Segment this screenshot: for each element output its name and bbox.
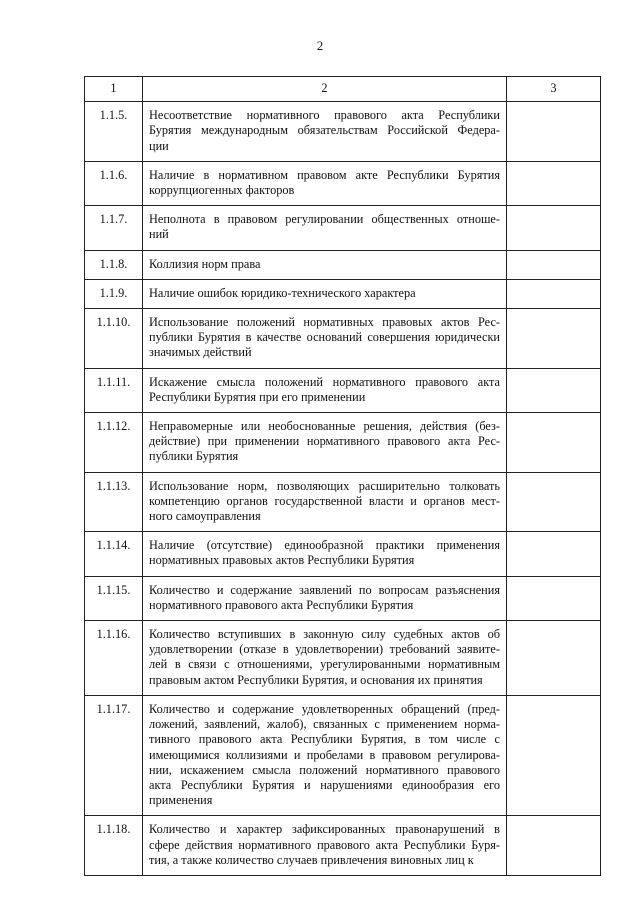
table-row bbox=[85, 368, 601, 412]
row-value bbox=[507, 206, 601, 250]
row-number: 1.1.6. bbox=[85, 161, 143, 205]
row-description bbox=[143, 532, 507, 576]
table-row bbox=[85, 279, 601, 308]
table-row bbox=[85, 621, 601, 696]
row-description bbox=[143, 413, 507, 473]
description-line: Использование норм, позволяющих расширительно толковать bbox=[149, 478, 500, 493]
description-line: нии, искажением смысла положений нормативного правового bbox=[149, 762, 500, 777]
table-row bbox=[85, 413, 601, 473]
description-line: ции bbox=[149, 138, 169, 153]
row-description bbox=[143, 206, 507, 250]
description-line: нормативного правового акта Республики Бурятия bbox=[149, 597, 414, 612]
description-line: применения bbox=[149, 793, 213, 808]
row-description bbox=[143, 576, 507, 620]
table-row bbox=[85, 102, 601, 162]
description-line: Количество и содержание удовлетворенных обращений (пред- bbox=[149, 701, 500, 716]
description-line: правовым актом Республики Бурятия, и основания их принятия bbox=[149, 672, 483, 687]
page-number: 2 bbox=[316, 38, 324, 53]
description-line: Неправомерные или необоснованные решения, действия (без- bbox=[149, 419, 500, 434]
table-row bbox=[85, 309, 601, 369]
description-line: Количество и характер зафиксированных правонарушений в bbox=[149, 822, 500, 837]
row-value bbox=[507, 472, 601, 532]
description-line: Количество и содержание заявлений по вопросам разъяснения bbox=[149, 582, 500, 597]
description-line: Наличие ошибок юридико-технического характера bbox=[149, 285, 416, 300]
indicator-table bbox=[84, 76, 601, 876]
description-line: ний bbox=[149, 227, 169, 242]
row-number: 1.1.14. bbox=[85, 532, 143, 576]
row-description bbox=[143, 472, 507, 532]
row-number: 1.1.15. bbox=[85, 576, 143, 620]
description-line: Искажение смысла положений нормативного правового акта bbox=[149, 374, 500, 389]
description-line: лей в связи с отношениями, урегулированными нормативным bbox=[149, 657, 500, 672]
description-line: удовлетворении (отказе в удовлетворении) требований заявите- bbox=[149, 642, 500, 657]
row-value bbox=[507, 102, 601, 162]
row-value bbox=[507, 576, 601, 620]
row-value bbox=[507, 413, 601, 473]
table-header-row bbox=[85, 77, 601, 102]
description-line: коррупциогенных факторов bbox=[149, 183, 295, 198]
row-number: 1.1.17. bbox=[85, 695, 143, 815]
description-line: имеющимися коллизиями и пробелами в правовом регулирова- bbox=[149, 747, 500, 762]
row-number: 1.1.11. bbox=[85, 368, 143, 412]
table-row bbox=[85, 816, 601, 876]
row-value bbox=[507, 368, 601, 412]
description-line: действие) при применении нормативного правового акта Рес- bbox=[149, 434, 500, 449]
table-body bbox=[85, 77, 601, 876]
row-number: 1.1.10. bbox=[85, 309, 143, 369]
row-number: 1.1.7. bbox=[85, 206, 143, 250]
description-line: публики Бурятия в качестве оснований совершения юридически bbox=[149, 330, 500, 345]
table-row bbox=[85, 532, 601, 576]
description-line: публики Бурятия bbox=[149, 449, 239, 464]
row-description bbox=[143, 161, 507, 205]
row-value bbox=[507, 695, 601, 815]
row-description bbox=[143, 309, 507, 369]
description-line: Наличие (отсутствие) единообразной практики применения bbox=[149, 538, 500, 553]
row-number: 1.1.16. bbox=[85, 621, 143, 696]
description-line: компетенцию органов государственной власти и органов мест- bbox=[149, 493, 500, 508]
row-value bbox=[507, 621, 601, 696]
row-description bbox=[143, 621, 507, 696]
description-line: акта Республики Бурятия и нарушениями единообразия его bbox=[149, 777, 500, 792]
row-value bbox=[507, 309, 601, 369]
description-line: Коллизия норм права bbox=[149, 256, 261, 271]
description-line: Бурятия международным обязательствам Российской Федера- bbox=[149, 123, 500, 138]
row-value bbox=[507, 250, 601, 279]
row-number: 1.1.5. bbox=[85, 102, 143, 162]
row-description bbox=[143, 250, 507, 279]
description-line: ного самоуправления bbox=[149, 509, 261, 524]
description-line: Республики Бурятия при его применении bbox=[149, 389, 366, 404]
row-description bbox=[143, 816, 507, 876]
header-col-2: 2 bbox=[143, 77, 507, 102]
description-line: Использование положений нормативных правовых актов Рес- bbox=[149, 315, 500, 330]
row-number: 1.1.8. bbox=[85, 250, 143, 279]
header-col-1: 1 bbox=[85, 77, 143, 102]
row-number: 1.1.9. bbox=[85, 279, 143, 308]
row-description bbox=[143, 695, 507, 815]
header-col-3: 3 bbox=[507, 77, 601, 102]
table-row bbox=[85, 472, 601, 532]
description-line: Количество вступивших в законную силу судебных актов об bbox=[149, 627, 500, 642]
table-row bbox=[85, 576, 601, 620]
description-line: Неполнота в правовом регулировании общественных отноше- bbox=[149, 212, 500, 227]
row-description bbox=[143, 368, 507, 412]
row-number: 1.1.18. bbox=[85, 816, 143, 876]
description-line: тия, а также количество случаев привлечения виновных лиц к bbox=[149, 852, 474, 867]
row-value bbox=[507, 532, 601, 576]
table-row bbox=[85, 206, 601, 250]
row-value bbox=[507, 279, 601, 308]
description-line: Несоответствие нормативного правового акта Республики bbox=[149, 108, 500, 123]
row-description bbox=[143, 279, 507, 308]
row-number: 1.1.12. bbox=[85, 413, 143, 473]
row-description bbox=[143, 102, 507, 162]
table-row bbox=[85, 250, 601, 279]
description-line: значимых действий bbox=[149, 345, 252, 360]
description-line: сфере действия нормативного правового акта Республики Буря- bbox=[149, 837, 500, 852]
description-line: Наличие в нормативном правовом акте Республики Бурятия bbox=[149, 167, 500, 182]
table-row bbox=[85, 695, 601, 815]
table-row bbox=[85, 161, 601, 205]
row-value bbox=[507, 816, 601, 876]
description-line: нормативных правовых актов Республики Бурятия bbox=[149, 553, 415, 568]
row-value bbox=[507, 161, 601, 205]
row-number: 1.1.13. bbox=[85, 472, 143, 532]
description-line: тивного правового акта Республики Бурятия, в том числе с bbox=[149, 732, 500, 747]
description-line: ложений, заявлений, жалоб), связанных с применением норма- bbox=[149, 717, 500, 732]
